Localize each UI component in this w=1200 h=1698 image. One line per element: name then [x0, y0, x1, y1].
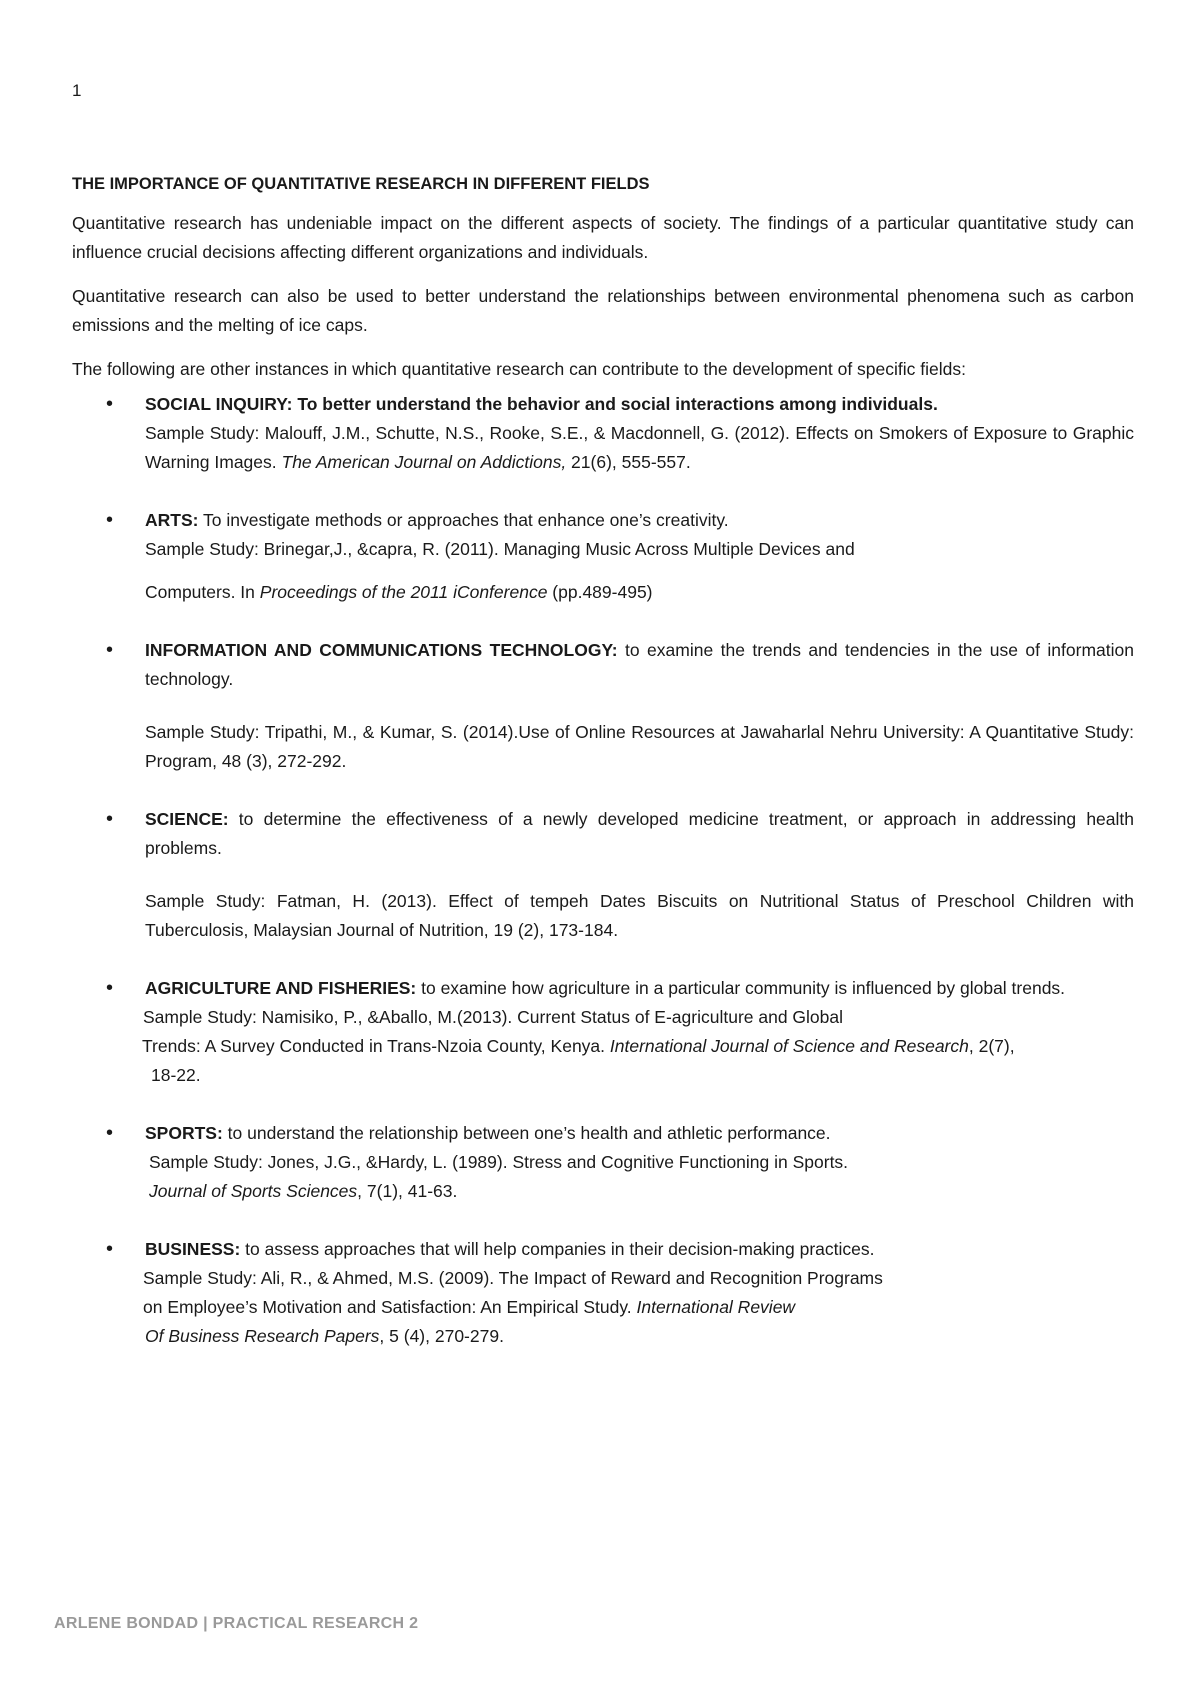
- field-description: To investigate methods or approaches that enhance one’s creativity.: [198, 510, 729, 530]
- citation-tail: , 2(7),: [968, 1036, 1015, 1056]
- citation-tail: , 7(1), 41-63.: [357, 1181, 458, 1201]
- sample-study-line-1: Sample Study: Namisiko, P., &Aballo, M.(2013). Current Status of E-agriculture and Global: [143, 1007, 844, 1027]
- field-heading-line: [145, 974, 1134, 1003]
- field-heading-line: [145, 390, 1134, 419]
- field-heading: SCIENCE:: [145, 809, 229, 829]
- field-item-science: [72, 805, 1134, 945]
- field-heading: SPORTS:: [145, 1123, 223, 1143]
- field-heading: SOCIAL INQUIRY:: [145, 394, 293, 414]
- citation-tail: 21(6), 555-557.: [566, 452, 691, 472]
- field-description: To better understand the behavior and social interactions among individuals.: [292, 394, 938, 414]
- citation-tail: (pp.489-495): [547, 582, 653, 602]
- field-heading: AGRICULTURE AND FISHERIES:: [145, 978, 417, 998]
- journal-title-part-2: Of Business Research Papers: [145, 1326, 380, 1346]
- sample-study-line-2: [143, 1293, 1134, 1322]
- field-description: to understand the relationship between one’s health and athletic performance.: [222, 1123, 831, 1143]
- field-item-business: [72, 1235, 1134, 1351]
- sample-study-line-3: 18-22.: [151, 1065, 201, 1085]
- journal-title: The American Journal on Addictions,: [281, 452, 567, 472]
- sample-study: [145, 578, 1134, 607]
- intro-paragraph-2: Quantitative research can also be used to better understand the relationships between environmental phenomena such as carbon emissions and the melting of ice caps.: [72, 286, 1134, 335]
- field-heading: INFORMATION AND COMMUNICATIONS TECHNOLOGY:: [145, 640, 618, 660]
- sample-study-continued: Computers. In: [145, 582, 260, 602]
- field-heading: BUSINESS:: [145, 1239, 241, 1259]
- field-item-ict: [72, 636, 1134, 776]
- field-item-sports: [72, 1119, 1134, 1206]
- field-heading-line: [145, 636, 1134, 694]
- journal-title-part-1: International Review: [636, 1297, 796, 1317]
- journal-title: International Journal of Science and Research: [609, 1036, 969, 1056]
- page-number: 1: [72, 81, 82, 100]
- field-description: to examine how agriculture in a particular community is influenced by global trends.: [416, 978, 1066, 998]
- sample-study: [145, 419, 1134, 477]
- field-description: to determine the effectiveness of a newly developed medicine treatment, or approach in addressing health problems.: [145, 809, 1134, 858]
- journal-title: Journal of Sports Sciences: [149, 1181, 358, 1201]
- sample-study-text: Sample Study: Tripathi, M., & Kumar, S. (2014).Use of Online Resources at Jawaharlal Nehru University: A Quantitative Study: Program, 48 (3), 272-292.: [145, 722, 1134, 771]
- sample-study-text: Sample Study: Fatman, H. (2013). Effect of tempeh Dates Biscuits on Nutritional Status of Preschool Children with Tuberculosis, Malaysian Journal of Nutrition, 19 (2), 173-184.: [145, 891, 1134, 940]
- field-item-arts: [72, 506, 1134, 607]
- sample-study-text: Sample Study: Malouff, J.M., Schutte, N.S., Rooke, S.E., & Macdonnell, G. (2012). Effects on Smokers of Exposure to Graphic Warning Images.: [145, 423, 1134, 472]
- field-item-social-inquiry: [72, 390, 1134, 477]
- fields-list: [72, 390, 1134, 1351]
- sample-study-line-2: [149, 1177, 1134, 1206]
- sample-study-text: Sample Study: Brinegar,J., &capra, R. (2011). Managing Music Across Multiple Devices and: [145, 539, 855, 559]
- document-body: [72, 170, 1134, 1351]
- sample-study-text: Trends: A Survey Conducted in Trans-Nzoia County, Kenya.: [142, 1036, 610, 1056]
- journal-title: Proceedings of the 2011 iConference: [259, 582, 548, 602]
- field-heading-line: [145, 506, 1134, 535]
- field-heading-line: [145, 1119, 1134, 1148]
- sample-study-line-1: Sample Study: Jones, J.G., &Hardy, L. (1989). Stress and Cognitive Functioning in Sports.: [149, 1152, 849, 1172]
- citation-tail: , 5 (4), 270-279.: [379, 1326, 504, 1346]
- field-description: to examine the trends and tendencies in the use of information technology.: [145, 640, 1134, 689]
- sample-study-line-3: [145, 1322, 1134, 1351]
- sample-study-line-2: [142, 1032, 1134, 1061]
- document-title: THE IMPORTANCE OF QUANTITATIVE RESEARCH IN DIFFERENT FIELDS: [72, 175, 650, 193]
- field-item-agriculture: [72, 974, 1134, 1090]
- sample-study-text: on Employee’s Motivation and Satisfaction: An Empirical Study.: [143, 1297, 637, 1317]
- field-heading-line: [145, 1235, 1134, 1264]
- field-heading-line: [145, 805, 1134, 863]
- field-heading: ARTS:: [145, 510, 199, 530]
- intro-paragraph-1: Quantitative research has undeniable impact on the different aspects of society. The findings of a particular quantitative study can influence crucial decisions affecting different organizations and individuals.: [72, 213, 1134, 262]
- page-footer: ARLENE BONDAD | PRACTICAL RESEARCH 2: [54, 1615, 419, 1632]
- intro-paragraph-3: The following are other instances in which quantitative research can contribute to the development of specific fields:: [72, 359, 966, 379]
- sample-study-line-1: Sample Study: Ali, R., & Ahmed, M.S. (2009). The Impact of Reward and Recognition Programs: [143, 1268, 883, 1288]
- field-description: to assess approaches that will help companies in their decision-making practices.: [240, 1239, 875, 1259]
